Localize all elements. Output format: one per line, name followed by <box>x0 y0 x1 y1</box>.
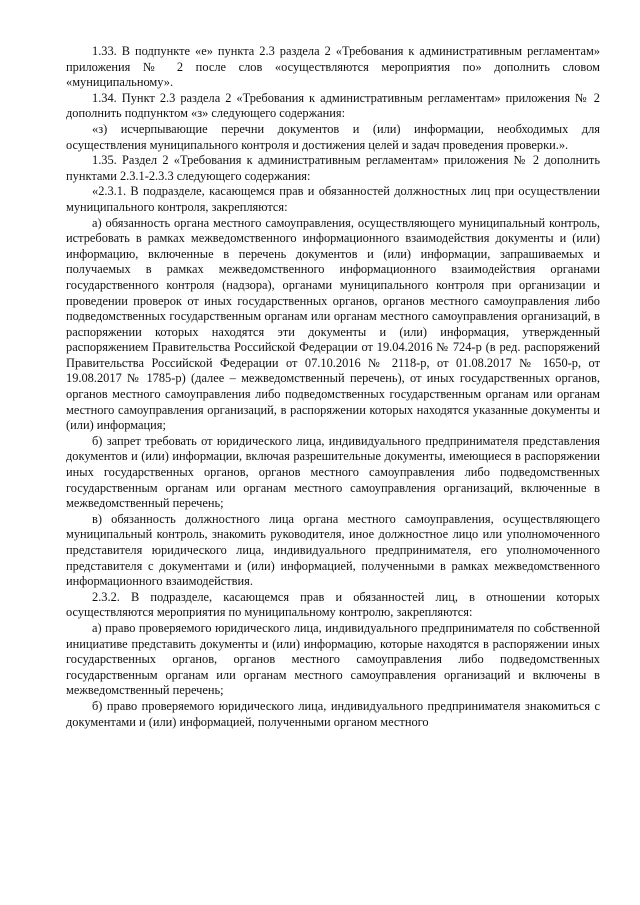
paragraph-1-34: 1.34. Пункт 2.3 раздела 2 «Требования к административным регламентам» приложения № 2 дополнить подпунктом «з» следующего содержания: <box>66 90 600 121</box>
paragraph-2-3-2-a: а) право проверяемого юридического лица, индивидуального предпринимателя по собственной инициативе представить документы и (или) информацию, которые находятся в распоряжении иных государственных органов, органов местного самоуправления либо подведомственных государственным органам или органам местного самоуправления организаций и включены в межведомственный перечень; <box>66 620 600 698</box>
paragraph-2-3-2: 2.3.2. В подразделе, касающемся прав и обязанностей лиц, в отношении которых осуществляются мероприятия по муниципальному контролю, закрепляются: <box>66 589 600 620</box>
paragraph-1-33: 1.33. В подпункте «е» пункта 2.3 раздела 2 «Требования к административным регламентам» приложения № 2 после слов «осуществляются мероприятия по» дополнить словом «муниципальному». <box>66 44 600 90</box>
paragraph-2-3-1-b: б) запрет требовать от юридического лица, индивидуального предпринимателя представления документов и (или) информации, включая разрешительные документы, имеющиеся в распоряжении иных государственных органов, органов местного самоуправления либо подведомственных государственным органам или органам местного самоуправления организаций, включенные в межведомственный перечень; <box>66 433 600 511</box>
paragraph-1-35: 1.35. Раздел 2 «Требования к административным регламентам» приложения № 2 дополнить пунктами 2.3.1-2.3.3 следующего содержания: <box>66 153 600 183</box>
paragraph-2-3-1-v: в) обязанность должностного лица органа местного самоуправления, осуществляющего муниципальный контроль, знакомить руководителя, иное должностное лицо или уполномоченного представителя юридического лица, индивидуального предпринимателя, его уполномоченного представителя с документами и (или) информацией, полученными в рамках межведомственного информационного взаимодействия. <box>66 511 600 589</box>
paragraph-2-3-1: «2.3.1. В подразделе, касающемся прав и обязанностей должностных лиц при осуществлении муниципального контроля, закрепляются: <box>66 184 600 214</box>
paragraph-2-3-1-a: а) обязанность органа местного самоуправления, осуществляющего муниципальный контроль, истребовать в рамках межведомственного информационного взаимодействия документы и (или) информацию, включенные в перечень документов и (или) информации, запрашиваемых и получаемых в рамках межведомственного информационного взаимодействия органами государственного контроля (надзора), органами муниципального контроля при организации и проведении проверок от иных государственных органов, органов местного самоуправления либо подведомственных государственным органам или органам местного самоуправления организаций, в распоряжении которых находятся эти документы и (или) информация, утвержденный распоряжением Правительства Российской Федерации от 19.04.2016 № 724-р (в ред. распоряжений Правительства Российской Федерации от 07.10.2016 № 2118-р, от 01.08.2017 № 1650-р, от 19.08.2017 № 1785-р) (далее – межведомственный перечень), от иных государственных органов, органов местного самоуправления либо подведомственных государственным органам или органам местного самоуправления организаций, в распоряжении которых находятся указанные документы и (или) информация; <box>66 215 600 433</box>
paragraph-subpoint-z: «з) исчерпывающие перечни документов и (или) информации, необходимых для осуществления муниципального контроля и достижения целей и задач проведения проверки.». <box>66 121 600 152</box>
paragraph-2-3-2-b: б) право проверяемого юридического лица, индивидуального предпринимателя знакомиться с документами и (или) информацией, полученными органом местного <box>66 698 600 729</box>
